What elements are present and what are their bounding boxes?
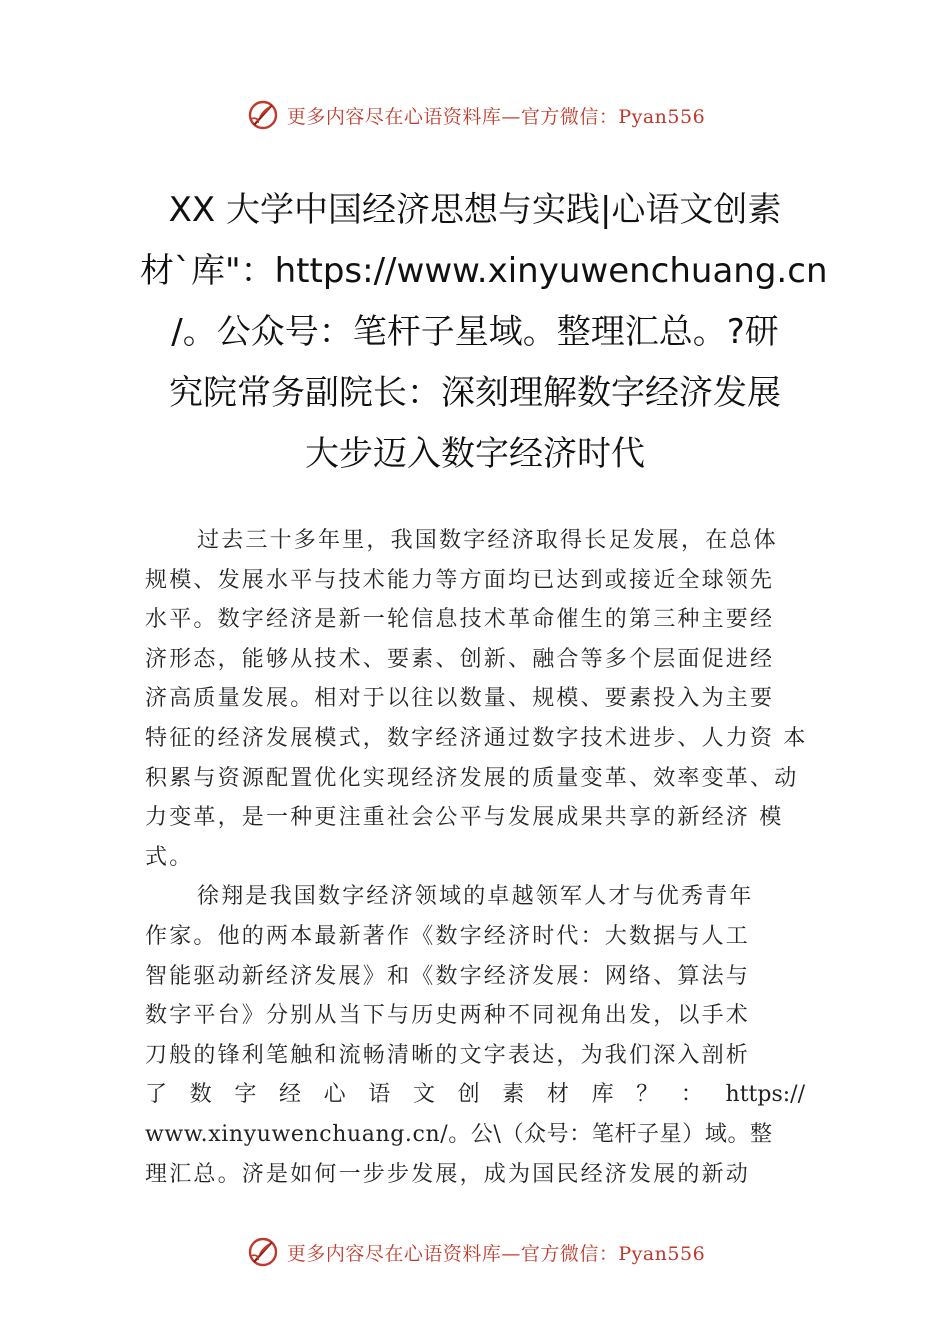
paragraph-line: 积累与资源配置优化实现经济发展的质量变革、效率变革、动 xyxy=(145,765,799,791)
quill-logo-icon xyxy=(245,97,281,133)
paragraph-line: 智能驱动新经济发展》和《数字经济发展：网络、算法与 xyxy=(145,963,751,989)
document-body xyxy=(145,521,845,1194)
header-banner xyxy=(0,95,950,135)
paragraph-line: 了 数 字 经 心 语 文 创 素 材 库 ？ ： https:// xyxy=(145,1082,805,1108)
title-line: 材`库"：https://www.xinyuwenchuang.cn xyxy=(140,251,828,291)
paragraph-line: 式。 xyxy=(145,844,194,870)
paragraph-line: 济形态，能够从技术、要素、创新、融合等多个层面促进经 xyxy=(145,646,775,672)
paragraph-line: 力变革，是一种更注重社会公平与发展成果共享的新经济 模 xyxy=(145,805,784,831)
footer-banner-text: 更多内容尽在心语资料库—官方微信：Pyan556 xyxy=(286,1242,706,1265)
quill-logo-icon xyxy=(245,1234,281,1270)
paragraph-line: www.xinyuwenchuang.cn/。公\（众号：笔杆子星）域。整 xyxy=(145,1121,773,1147)
paragraph-line: 济高质量发展。相对于以往以数量、规模、要素投入为主要 xyxy=(145,686,775,712)
paragraph-line: 作家。他的两本最新著作《数字经济时代：大数据与人工 xyxy=(145,923,751,949)
paragraph-line: 刀般的锋利笔触和流畅清晰的文字表达，为我们深入剖析 xyxy=(145,1042,751,1068)
paragraph-line: 过去三十多年里，我国数字经济取得长足发展，在总体 xyxy=(197,528,778,553)
title-line: /。公众号：笔杆子星域。整理汇总。?研 xyxy=(171,312,779,352)
title-line: 究院常务副院长：深刻理解数字经济发展 xyxy=(169,373,781,413)
paragraph-line: 水平。数字经济是新一轮信息技术革命催生的第三种主要经 xyxy=(145,607,775,633)
title-line: XX 大学中国经济思想与实践|心语文创素 xyxy=(168,190,782,230)
paragraph-line: 理汇总。济是如何一步步发展，成为国民经济发展的新动 xyxy=(145,1161,751,1187)
paragraph-line: 徐翔是我国数字经济领域的卓越领军人才与优秀青年 xyxy=(197,884,754,910)
footer-banner xyxy=(0,1232,950,1272)
title-line: 大步迈入数字经济时代 xyxy=(305,434,645,474)
paragraph-line: 特征的经济发展模式，数字经济通过数字技术进步、人力资 本 xyxy=(145,725,808,751)
paragraph-line: 规模、发展水平与技术能力等方面均已达到或接近全球领先 xyxy=(145,567,775,593)
document-title xyxy=(140,180,828,485)
paragraph-line: 数字平台》分别从当下与历史两种不同视角出发，以手术 xyxy=(145,1003,751,1029)
header-banner-text: 更多内容尽在心语资料库—官方微信：Pyan556 xyxy=(286,105,706,128)
